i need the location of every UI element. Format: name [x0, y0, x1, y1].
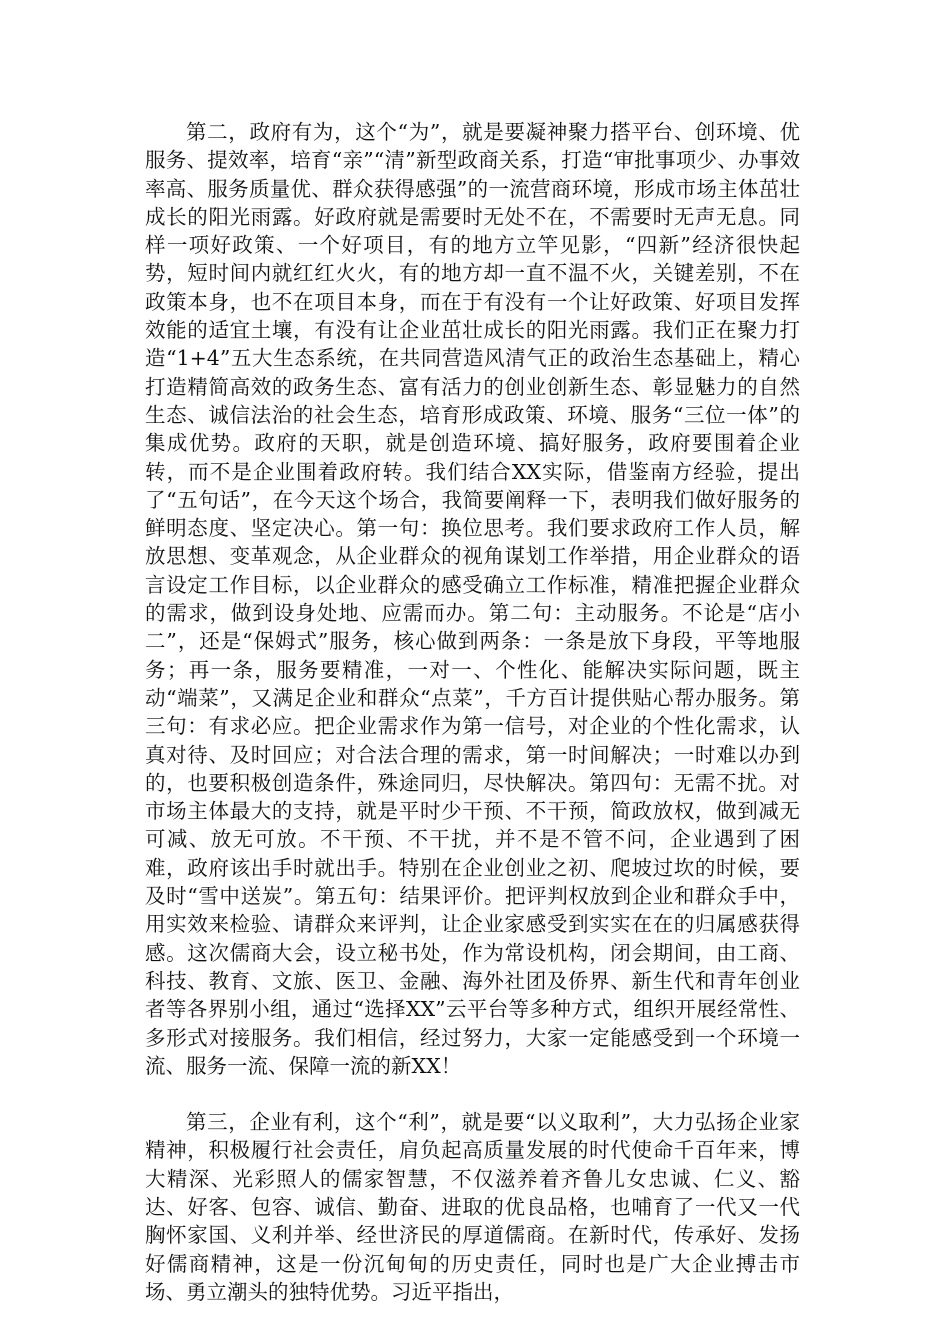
paragraph-government-role: 第二，政府有为，这个“为”，就是要凝神聚力搭平台、创环境、优服务、提效率，培育“亲”“清”新型政商关系，打造“审批事项少、办事效率高、服务质量优、群众获得感强”的一流营商环境，形成市场主体茁壮成长的阳光雨露。好政府就是需要时无处不在，不需要时无声无息。同样一项好政策、一个好项目，有的地方立竿见影，“四新”经济很快起势，短时间内就红红火火，有的地方却一直不温不火，关键差别，不在政策本身，也不在项目本身，而在于有没有一个让好政策、好项目发挥效能的适宜土壤，有没有让企业茁壮成长的阳光雨露。我们正在聚力打造“1+4”五大生态系统，在共同营造风清气正的政治生态基础上，精心打造精简高效的政务生态、富有活力的创业创新生态、彰显魅力的自然生态、诚信法治的社会生态，培育形成政策、环境、服务“三位一体”的集成优势。政府的天职，就是创造环境、搞好服务，政府要围着企业转，而不是企业围着政府转。我们结合XX实际，借鉴南方经验，提出了“五句话”，在今天这个场合，我简要阐释一下，表明我们做好服务的鲜明态度、坚定决心。第一句：换位思考。我们要求政府工作人员，解放思想、变革观念，从企业群众的视角谋划工作举措，用企业群众的语言设定工作目标，以企业群众的感受确立工作标准，精准把握企业群众的需求，做到设身处地、应需而办。第二句：主动服务。不论是“店小二”，还是“保姆式”服务，核心做到两条：一条是放下身段，平等地服务；再一条，服务要精准，一对一、个性化、能解决实际问题，既主动“端菜”，又满足企业和群众“点菜”，千方百计提供贴心帮办服务。第三句：有求必应。把企业需求作为第一信号，对企业的个性化需求，认真对待、及时回应；对合法合理的需求，第一时间解决；一时难以办到的，也要积极创造条件，殊途同归，尽快解决。第四句：无需不扰。对市场主体最大的支持，就是平时少干预、不干预，简政放权，做到减无可减、放无可放。不干预、不干扰，并不是不管不问，企业遇到了困难，政府该出手时就出手。特别在企业创业之初、爬坡过坎的时候，要及时“雪中送炭”。第五句：结果评价。把评判权放到企业和群众手中，用实效来检验、请群众来评判，让企业家感受到实实在在的归属感获得感。这次儒商大会，设立秘书处，作为常设机构，闭会期间，由工商、科技、教育、文旅、医卫、金融、海外社团及侨界、新生代和青年创业者等各界别小组，通过“选择XX”云平台等多种方式，组织开展经常性、多形式对接服务。我们相信，经过努力，大家一定能感受到一个环境一流、服务一流、保障一流的新XX！ — [145, 120, 800, 1078]
document-body — [145, 118, 800, 1306]
paragraph-enterprise-benefit: 第三，企业有利，这个“利”，就是要“以义取利”，大力弘扬企业家精神，积极履行社会责任，肩负起高质量发展的时代使命千百年来，博大精深、光彩照人的儒家智慧，不仅滋养着齐鲁儿女忠诚、仁义、豁达、好客、包容、诚信、勤奋、进取的优良品格，也哺育了一代又一代胸怀家国、义利并举、经世济民的厚道儒商。在新时代，传承好、发扬好儒商精神，这是一份沉甸甸的历史责任，同时也是广大企业搏击市场、勇立潮头的独特优势。习近平指出， — [145, 1110, 800, 1304]
